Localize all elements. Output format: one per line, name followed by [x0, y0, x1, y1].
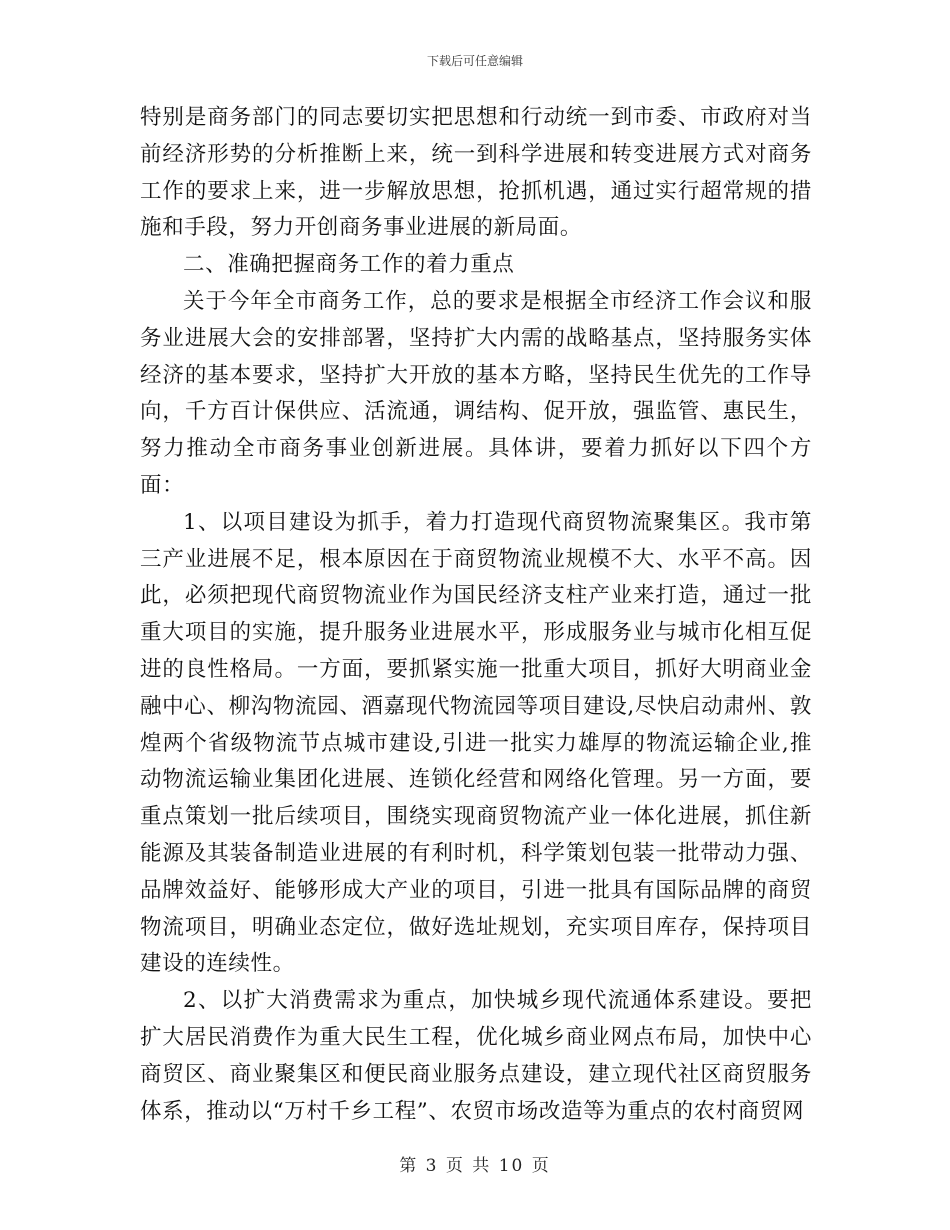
paragraph-continuation: 特别是商务部门的同志要切实把思想和行动统一到市委、市政府对当前经济形势的分析推断上来，统一到科学进展和转变进展方式对商务工作的要求上来，进一步解放思想，抢抓机遇，通过实行超常规的措施和手段，努力开创商务事业进展的新局面。: [140, 105, 812, 241]
page-footer-number: 第 3 页 共 10 页: [399, 1156, 551, 1176]
paragraph-item-2: 2、以扩大消费需求为重点，加快城乡现代流通体系建设。要把扩大居民消费作为重大民生工程，优化城乡商业网点布局，加快中心商贸区、商业聚集区和便民商业服务点建设，建立现代社区商贸服务体系，推动以“万村千乡工程”、农贸市场改造等为重点的农村商贸网: [140, 988, 812, 1124]
page-header-note: 下载后可任意编辑: [426, 54, 523, 68]
paragraph-item-1: 1、以项目建设为抓手，着力打造现代商贸物流聚集区。我市第三产业进展不足，根本原因在于商贸物流业规模不大、水平不高。因此，必须把现代商贸物流业作为国民经济支柱产业来打造，通过一批重大项目的实施，提升服务业进展水平，形成服务业与城市化相互促进的良性格局。一方面，要抓紧实施一批重大项目，抓好大明商业金融中心、柳沟物流园、酒嘉现代物流园等项目建设,尽快启动肃州、敦煌两个省级物流节点城市建设,引进一批实力雄厚的物流运输企业,推动物流运输业集团化进展、连锁化经营和网络化管理。另一方面，要重点策划一批后续项目，围绕实现商贸物流产业一体化进展，抓住新能源及其装备制造业进展的有利时机，科学策划包装一批带动力强、品牌效益好、能够形成大产业的项目，引进一批具有国际品牌的商贸物流项目，明确业态定位，做好选址规划，充实项目库存，保持项目建设的连续性。: [140, 509, 812, 977]
paragraph-overall-requirements: 关于今年全市商务工作，总的要求是根据全市经济工作会议和服务业进展大会的安排部署，坚持扩大内需的战略基点，坚持服务实体经济的基本要求，坚持扩大开放的基本方略，坚持民生优先的工作导向，千方百计保供应、活流通，调结构、促开放，强监管、惠民生，努力推动全市商务事业创新进展。具体讲，要着力抓好以下四个方面：: [140, 288, 812, 498]
section-heading: 二、准确把握商务工作的着力重点: [183, 252, 515, 278]
document-body: [140, 100, 812, 1130]
